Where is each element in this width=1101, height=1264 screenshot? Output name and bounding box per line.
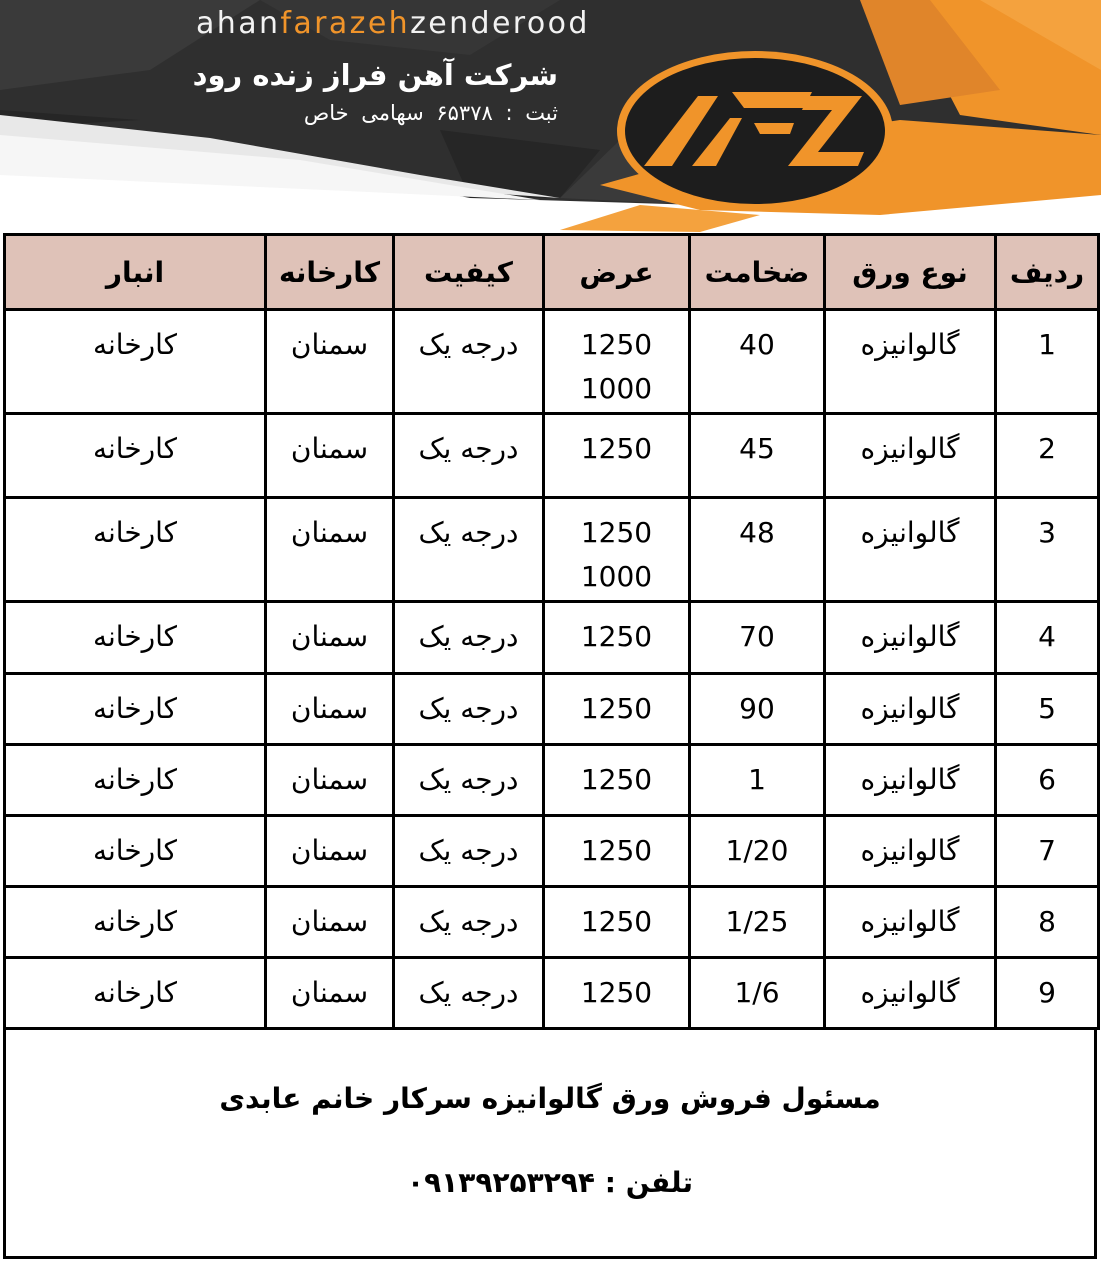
cell-warehouse: کارخانه <box>5 498 266 602</box>
cell-width <box>544 414 690 498</box>
width-value: 1250 <box>580 620 653 653</box>
cell-warehouse: کارخانه <box>5 745 266 816</box>
header-thickness: ضخامت <box>690 235 825 310</box>
cell-quality: درجه یک <box>394 414 544 498</box>
cell-thickness: 48 <box>690 498 825 602</box>
cell-thickness: 1/6 <box>690 958 825 1029</box>
brand-suffix: zenderood <box>410 6 590 41</box>
cell-sheet-type: گالوانیزه <box>825 958 996 1029</box>
cell-factory: سمنان <box>266 887 394 958</box>
cell-quality: درجه یک <box>394 887 544 958</box>
table-header-row <box>5 235 1099 310</box>
brand-accent: farazeh <box>280 6 411 41</box>
cell-row-number: 8 <box>996 887 1099 958</box>
table-row <box>5 816 1099 887</box>
cell-warehouse: کارخانه <box>5 816 266 887</box>
table-row <box>5 414 1099 498</box>
cell-sheet-type: گالوانیزه <box>825 674 996 745</box>
cell-width <box>544 602 690 674</box>
cell-factory: سمنان <box>266 310 394 414</box>
cell-factory: سمنان <box>266 414 394 498</box>
table-row <box>5 674 1099 745</box>
cell-row-number: 3 <box>996 498 1099 602</box>
table-row <box>5 958 1099 1029</box>
width-value: 1250 <box>580 834 653 867</box>
cell-warehouse: کارخانه <box>5 414 266 498</box>
table-row <box>5 887 1099 958</box>
width-value: 1000 <box>580 560 653 593</box>
cell-quality: درجه یک <box>394 745 544 816</box>
cell-sheet-type: گالوانیزه <box>825 498 996 602</box>
cell-quality: درجه یک <box>394 958 544 1029</box>
cell-row-number: 1 <box>996 310 1099 414</box>
header-sheet-type: نوع ورق <box>825 235 996 310</box>
cell-warehouse: کارخانه <box>5 310 266 414</box>
brand-title <box>196 6 590 41</box>
price-table <box>3 233 1100 1030</box>
cell-sheet-type: گالوانیزه <box>825 602 996 674</box>
cell-sheet-type: گالوانیزه <box>825 816 996 887</box>
cell-factory: سمنان <box>266 498 394 602</box>
brand-prefix: ahan <box>196 6 281 41</box>
cell-sheet-type: گالوانیزه <box>825 414 996 498</box>
cell-factory: سمنان <box>266 816 394 887</box>
header-quality: کیفیت <box>394 235 544 310</box>
cell-row-number: 7 <box>996 816 1099 887</box>
width-value: 1250 <box>580 328 653 361</box>
page-header <box>0 0 1101 232</box>
cell-row-number: 9 <box>996 958 1099 1029</box>
cell-warehouse: کارخانه <box>5 674 266 745</box>
cell-sheet-type: گالوانیزه <box>825 745 996 816</box>
header-warehouse: انبار <box>5 235 266 310</box>
width-value: 1250 <box>580 432 653 465</box>
header-row-number: ردیف <box>996 235 1099 310</box>
company-name: شرکت آهن فراز زنده رود <box>192 58 558 92</box>
sales-contact: مسئول فروش ورق گالوانیزه سرکار خانم عابدی <box>219 1082 881 1115</box>
cell-factory: سمنان <box>266 745 394 816</box>
width-value: 1250 <box>580 516 653 549</box>
width-value: 1250 <box>580 905 653 938</box>
header-width: عرض <box>544 235 690 310</box>
cell-width <box>544 958 690 1029</box>
cell-thickness: 90 <box>690 674 825 745</box>
cell-factory: سمنان <box>266 958 394 1029</box>
footer <box>3 1030 1097 1259</box>
table-row <box>5 310 1099 414</box>
cell-row-number: 6 <box>996 745 1099 816</box>
cell-factory: سمنان <box>266 674 394 745</box>
cell-sheet-type: گالوانیزه <box>825 887 996 958</box>
cell-width <box>544 498 690 602</box>
cell-quality: درجه یک <box>394 310 544 414</box>
cell-row-number: 2 <box>996 414 1099 498</box>
table-row <box>5 745 1099 816</box>
cell-width <box>544 674 690 745</box>
cell-quality: درجه یک <box>394 498 544 602</box>
cell-thickness: 40 <box>690 310 825 414</box>
cell-warehouse: کارخانه <box>5 958 266 1029</box>
cell-width <box>544 816 690 887</box>
cell-thickness: 1/20 <box>690 816 825 887</box>
width-value: 1250 <box>580 763 653 796</box>
table-body <box>5 310 1099 1029</box>
cell-sheet-type: گالوانیزه <box>825 310 996 414</box>
company-logo <box>612 48 902 218</box>
cell-thickness: 70 <box>690 602 825 674</box>
cell-width <box>544 310 690 414</box>
width-value: 1000 <box>580 372 653 405</box>
cell-quality: درجه یک <box>394 602 544 674</box>
cell-thickness: 45 <box>690 414 825 498</box>
table-row <box>5 602 1099 674</box>
header-factory: کارخانه <box>266 235 394 310</box>
width-value: 1250 <box>580 976 653 1009</box>
table-row <box>5 498 1099 602</box>
cell-width <box>544 745 690 816</box>
company-registration: ثبت : ۶۵۳۷۸ سهامی خاص <box>303 101 558 125</box>
cell-thickness: 1/25 <box>690 887 825 958</box>
cell-quality: درجه یک <box>394 674 544 745</box>
cell-thickness: 1 <box>690 745 825 816</box>
cell-warehouse: کارخانه <box>5 602 266 674</box>
cell-warehouse: کارخانه <box>5 887 266 958</box>
cell-row-number: 5 <box>996 674 1099 745</box>
phone-number: تلفن : ۰۹۱۳۹۲۵۳۲۹۴ <box>407 1166 693 1199</box>
cell-width <box>544 887 690 958</box>
cell-row-number: 4 <box>996 602 1099 674</box>
width-value: 1250 <box>580 692 653 725</box>
cell-factory: سمنان <box>266 602 394 674</box>
cell-quality: درجه یک <box>394 816 544 887</box>
